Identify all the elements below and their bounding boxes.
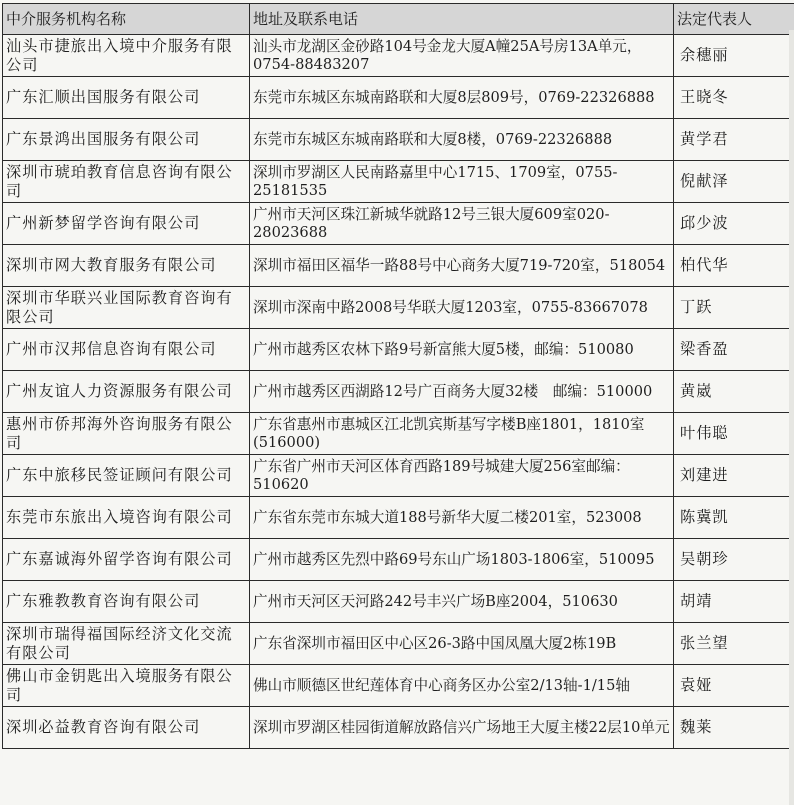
agency-name: 佛山市金钥匙出入境服务有限公司 xyxy=(3,665,250,707)
agency-name: 惠州市侨邦海外咨询服务有限公司 xyxy=(3,413,250,455)
legal-representative: 吴朝珍 xyxy=(674,539,794,581)
table-row xyxy=(3,329,794,371)
table-row xyxy=(3,119,794,161)
table-row xyxy=(3,497,794,539)
agency-name: 深圳市瑞得福国际经济文化交流有限公司 xyxy=(3,623,250,665)
agency-name: 深圳必益教育咨询有限公司 xyxy=(3,707,250,749)
legal-representative: 胡靖 xyxy=(674,581,794,623)
agency-table xyxy=(2,3,794,749)
agency-name: 广东雅教教育咨询有限公司 xyxy=(3,581,250,623)
agency-address: 深圳市罗湖区人民南路嘉里中心1715、1709室，0755-25181535 xyxy=(250,161,674,203)
table-row xyxy=(3,203,794,245)
legal-representative: 余穗丽 xyxy=(674,35,794,77)
legal-representative: 叶伟聪 xyxy=(674,413,794,455)
legal-representative: 丁跃 xyxy=(674,287,794,329)
agency-address: 广东省惠州市惠城区江北凯宾斯基写字楼B座1801，1810室 (516000) xyxy=(250,413,674,455)
legal-representative: 邱少波 xyxy=(674,203,794,245)
agency-name: 广东景鸿出国服务有限公司 xyxy=(3,119,250,161)
legal-representative: 梁香盈 xyxy=(674,329,794,371)
table-row xyxy=(3,161,794,203)
table-row xyxy=(3,455,794,497)
agency-address: 广州市天河区天河路242号丰兴广场B座2004，510630 xyxy=(250,581,674,623)
table-row xyxy=(3,707,794,749)
legal-representative: 张兰望 xyxy=(674,623,794,665)
legal-representative: 王晓冬 xyxy=(674,77,794,119)
agency-name: 广州市汉邦信息咨询有限公司 xyxy=(3,329,250,371)
table-row xyxy=(3,665,794,707)
agency-name: 广州友谊人力资源服务有限公司 xyxy=(3,371,250,413)
agency-address: 广州市越秀区农林下路9号新富熊大厦5楼，邮编：510080 xyxy=(250,329,674,371)
agency-address: 广东省深圳市福田区中心区26-3路中国凤凰大厦2栋19B xyxy=(250,623,674,665)
agency-address: 广东省东莞市东城大道188号新华大厦二楼201室，523008 xyxy=(250,497,674,539)
agency-name: 汕头市捷旅出入境中介服务有限公司 xyxy=(3,35,250,77)
header-address-phone: 地址及联系电话 xyxy=(250,4,674,35)
header-legal-representative: 法定代表人 xyxy=(674,4,794,35)
agency-name: 深圳市网大教育服务有限公司 xyxy=(3,245,250,287)
agency-address: 深圳市福田区福华一路88号中心商务大厦719-720室，518054 xyxy=(250,245,674,287)
legal-representative: 黄学君 xyxy=(674,119,794,161)
table-body xyxy=(3,35,794,749)
table-row xyxy=(3,287,794,329)
legal-representative: 陈冀凯 xyxy=(674,497,794,539)
page-edge-shadow xyxy=(789,30,794,805)
agency-name: 广东中旅移民签证顾问有限公司 xyxy=(3,455,250,497)
table-row xyxy=(3,413,794,455)
agency-address: 汕头市龙湖区金砂路104号金龙大厦A幢25A号房13A单元，0754-88483207 xyxy=(250,35,674,77)
legal-representative: 黄崴 xyxy=(674,371,794,413)
agency-address: 广东省广州市天河区体育西路189号城建大厦256室邮编：510620 xyxy=(250,455,674,497)
agency-address: 深圳市罗湖区桂园街道解放路信兴广场地王大厦主楼22层10单元 xyxy=(250,707,674,749)
header-row xyxy=(3,4,794,35)
agency-name: 深圳市琥珀教育信息咨询有限公司 xyxy=(3,161,250,203)
agency-name: 深圳市华联兴业国际教育咨询有限公司 xyxy=(3,287,250,329)
agency-address: 东莞市东城区东城南路联和大厦8楼，0769-22326888 xyxy=(250,119,674,161)
legal-representative: 魏莱 xyxy=(674,707,794,749)
agency-name: 广东汇顺出国服务有限公司 xyxy=(3,77,250,119)
legal-representative: 柏代华 xyxy=(674,245,794,287)
legal-representative: 倪献泽 xyxy=(674,161,794,203)
agency-name: 广东嘉诚海外留学咨询有限公司 xyxy=(3,539,250,581)
header-agency-name: 中介服务机构名称 xyxy=(3,4,250,35)
agency-address: 东莞市东城区东城南路联和大厦8层809号，0769-22326888 xyxy=(250,77,674,119)
legal-representative: 袁娅 xyxy=(674,665,794,707)
table-row xyxy=(3,77,794,119)
table-row xyxy=(3,245,794,287)
agency-address: 广州市越秀区先烈中路69号东山广场1803-1806室，510095 xyxy=(250,539,674,581)
table-row xyxy=(3,539,794,581)
agency-address: 深圳市深南中路2008号华联大厦1203室，0755-83667078 xyxy=(250,287,674,329)
agency-address: 佛山市顺德区世纪莲体育中心商务区办公室2/13轴-1/15轴 xyxy=(250,665,674,707)
agency-address: 广州市越秀区西湖路12号广百商务大厦32楼 邮编：510000 xyxy=(250,371,674,413)
legal-representative: 刘建进 xyxy=(674,455,794,497)
agency-name: 广州新梦留学咨询有限公司 xyxy=(3,203,250,245)
agency-address: 广州市天河区珠江新城华就路12号三银大厦609室020-28023688 xyxy=(250,203,674,245)
agency-name: 东莞市东旅出入境咨询有限公司 xyxy=(3,497,250,539)
table-row xyxy=(3,581,794,623)
table-row xyxy=(3,371,794,413)
table-row xyxy=(3,35,794,77)
table-row xyxy=(3,623,794,665)
